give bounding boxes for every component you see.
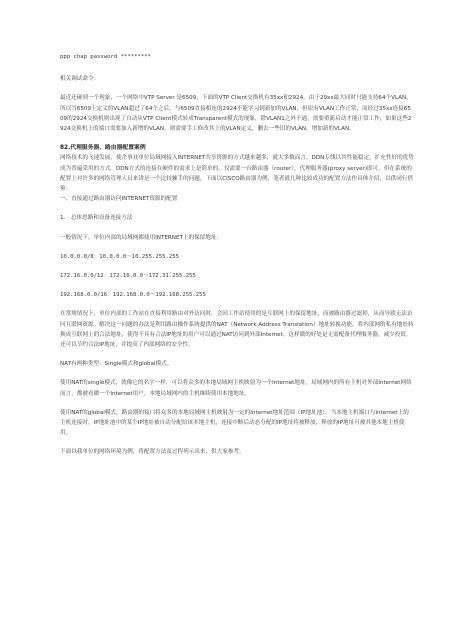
global-mode-paragraph: 使用NAT的global模式，路由器的接口将众多的本地局域网主机映射为一定的Internet地址范围（IP地址池）。当本地主机端口与Internet上的主机连接时，IP地址池中的某个IP地址被自动分配给该本地主机，连接中断后动态分配的IP地址将被释放，释放的IP地址可被其他本地主机使用。	[60, 409, 409, 437]
nat-paragraph: 在常规情况下，单位内部的工作站在直接利用路由对外访问时，会因工作站使用的是互联网上的保留地址，而被路由器过滤掉，从而导致无法访问互联网资源。解决这一问题的办法是利用路由操作系统提供的NAT（Network Address Translation）地址转换功能，将内部网的私有地址转换成互联网上的合法地址，使得不具有合法IP地址的用户可以通过NAT访问到外部Internet。这样做的好处是无需配备代理服务器，减少投资，还可以节约合法IP地址，并提高了内部网络的安全性。	[60, 311, 414, 349]
nat-modes-paragraph: NAT有两种类型：Single模式和global模式。	[60, 361, 173, 368]
address-range-192: 192.168.0.0/16：192.168.0.0～192.168.255.255	[60, 292, 206, 299]
address-range-172: 172.16.0.0/12：172.16.0.0～172.31.255.255	[60, 273, 196, 280]
subheading-overall-approach: 1. 总体思路和设备连接方法	[60, 215, 133, 222]
intro-paragraph: 网络技术的飞速发展，使企事业单位局域网接入INTERNET共享资源的方式越来越多，就大多数而言，DDN专线以其性能稳定，扩充性好的优势成为普遍采用的方式。DDN方式的连接在硬件的需求上是简单的，仅需要一台路由器（router），代理服务器(proxy server)即可，但在系统的配置上对许多的网络管理人员来讲是一个比较棘手的问题，下面以CISCO路由器为例，笔者就几种比较成功的配置方法作具体介绍，以供同行借鉴：	[60, 155, 414, 193]
address-range-10: 10.0.0.0/8：10.0.0.0～10.255.255.255	[60, 253, 179, 260]
subheading-direct-router: 一、直接通过路由器访问INTERNET资源的配置	[60, 196, 178, 203]
example-intro-paragraph: 下面以我单位的网络环境为例，将配置方法及过程列示出来，供大家参考。	[60, 449, 245, 456]
reserved-address-paragraph: 一般情况下，单位内部的局域网都使用INTERNET上的保留地址：	[60, 234, 223, 241]
vtp-paragraph: 最近还碰到一个现象，一个网络中VTP Server 是6509，下面的VTP Client交换机有35xx和2924。由于29xx最大同时只能支持64个VLAN，所以当6509上定义的VLAN超过了64个之后，与6509直接相连的2924不能学习到新加的VLAN，但原有VLAN工作正常，而经过35xx连接6509的2924交换机则出现了自动从VTP Client模式转成Transparent模式的现象，除VLAN1之外不通，需要重新启动才能正常工作，如果这些2924交换机上的端口需要加入新增的VLAN，则需要手工修改其上的VLAN定义，删去一些旧的VLAN，增加新的VLAN。	[60, 95, 412, 133]
single-mode-paragraph: 使用NAT的single模式，就像它的名字一样，可以将众多的本地局域网主机映射为一个Internet地址。局域网内的所有主机对外部Internet网络而言，都被看做一个Internet用户。本地局域网内的主机继续使用本地地址。	[60, 380, 412, 397]
section-heading-82: 82.代理服务器、路由器配置案例	[60, 145, 146, 152]
debug-commands-label: 相关调试命令：	[60, 76, 100, 83]
ppp-chap-command: ppp chap password *********	[60, 54, 151, 60]
